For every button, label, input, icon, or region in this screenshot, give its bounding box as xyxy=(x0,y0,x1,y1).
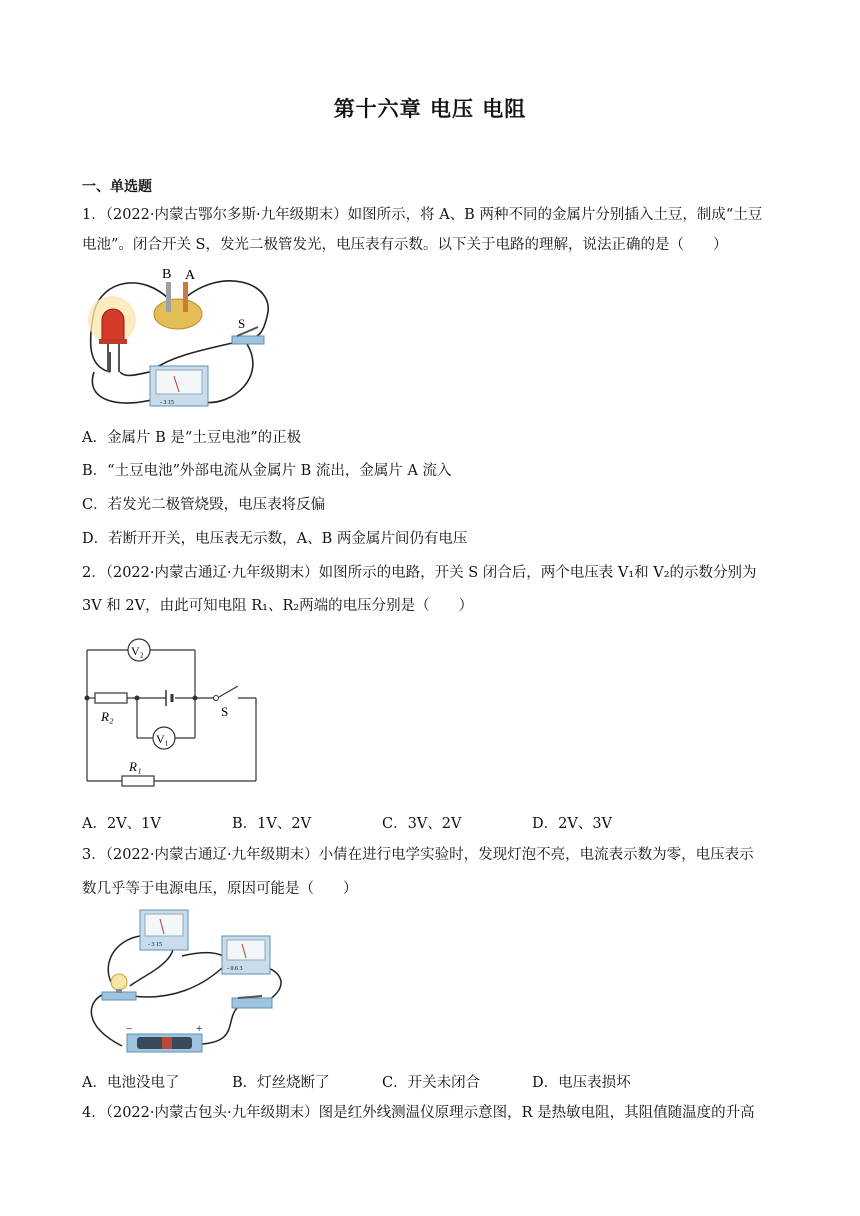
voltmeter-scale: - 3 15 xyxy=(148,942,162,948)
page-title: 第十六章 电压 电阻 xyxy=(333,97,527,121)
circuit-diagram-v1-v2 xyxy=(82,636,264,788)
question-3-option-b[interactable]: B．灯丝烧断了 xyxy=(232,1075,330,1091)
potato-battery-figure xyxy=(82,262,282,412)
section-heading: 一、单选题 xyxy=(82,179,152,195)
resistor-r2 xyxy=(95,693,127,703)
question-1-option-b[interactable]: B．“土豆电池”外部电流从金属片 B 流出，金属片 A 流入 xyxy=(82,463,452,479)
question-2-option-a[interactable]: A．2V、1V xyxy=(82,816,161,832)
label-a: A xyxy=(185,268,196,283)
question-3-line-2: 数几乎等于电源电压，原因可能是（ ） xyxy=(82,881,358,897)
question-2-option-d[interactable]: D．2V、3V xyxy=(532,816,613,832)
label-plus: + xyxy=(196,1023,203,1035)
question-3-option-a[interactable]: A．电池没电了 xyxy=(82,1075,180,1091)
question-2-line-2: 3V 和 2V，由此可知电阻 R₁、R₂两端的电压分别是（ ） xyxy=(82,598,474,614)
label-s: S xyxy=(221,704,229,719)
label-b: B xyxy=(162,267,172,282)
switch-icon xyxy=(232,336,264,344)
potato xyxy=(154,299,202,329)
label-v2: V₂ xyxy=(131,644,144,658)
question-2-line-1: 2．（2022·内蒙古通辽·九年级期末）如图所示的电路，开关 S 闭合后，两个电压表 V₁和 V₂的示数分别为 xyxy=(82,565,757,581)
switch-icon xyxy=(232,998,272,1008)
experiment-circuit-figure xyxy=(82,906,292,1058)
question-2-option-b[interactable]: B．1V、2V xyxy=(232,816,312,832)
question-1-line-1: 1．（2022·内蒙古鄂尔多斯·九年级期末）如图所示，将 A、B 两种不同的金属片分别插入土豆，制成“土豆 xyxy=(82,207,763,223)
question-1-option-a[interactable]: A．金属片 B 是“土豆电池”的正极 xyxy=(82,430,302,446)
label-minus: − xyxy=(126,1023,133,1035)
resistor-r1 xyxy=(122,776,154,786)
voltmeter-scale: - 3 15 xyxy=(160,400,174,406)
question-2-option-c[interactable]: C．3V、2V xyxy=(382,816,462,832)
label-r2: R₂ xyxy=(101,709,114,724)
bulb-icon xyxy=(111,974,127,990)
question-3-option-c[interactable]: C．开关未闭合 xyxy=(382,1075,481,1091)
question-3-option-d[interactable]: D．电压表损坏 xyxy=(532,1075,631,1091)
question-3-line-1: 3．（2022·内蒙古通辽·九年级期末）小倩在进行电学实验时，发现灯泡不亮，电流表示数为零，电压表示 xyxy=(82,847,754,863)
ammeter-scale: - 0.6 3 xyxy=(227,966,243,972)
question-4-line-1: 4．（2022·内蒙古包头·九年级期末）图是红外线测温仪原理示意图，R 是热敏电阻，其阻值随温度的升高 xyxy=(82,1105,755,1121)
metal-plate-b xyxy=(166,282,171,312)
question-1-option-c[interactable]: C．若发光二极管烧毁，电压表将反偏 xyxy=(82,497,326,513)
label-s: S xyxy=(238,316,246,331)
question-1-option-d[interactable]: D．若断开开关，电压表无示数，A、B 两金属片间仍有电压 xyxy=(82,531,468,547)
metal-plate-a xyxy=(183,282,188,312)
question-1-line-2: 电池”。闭合开关 S，发光二极管发光，电压表有示数。以下关于电路的理解，说法正确的是（ ） xyxy=(82,237,728,253)
label-v1: V₁ xyxy=(156,732,169,746)
label-r1: R₁ xyxy=(129,759,142,774)
led-icon xyxy=(102,309,124,340)
